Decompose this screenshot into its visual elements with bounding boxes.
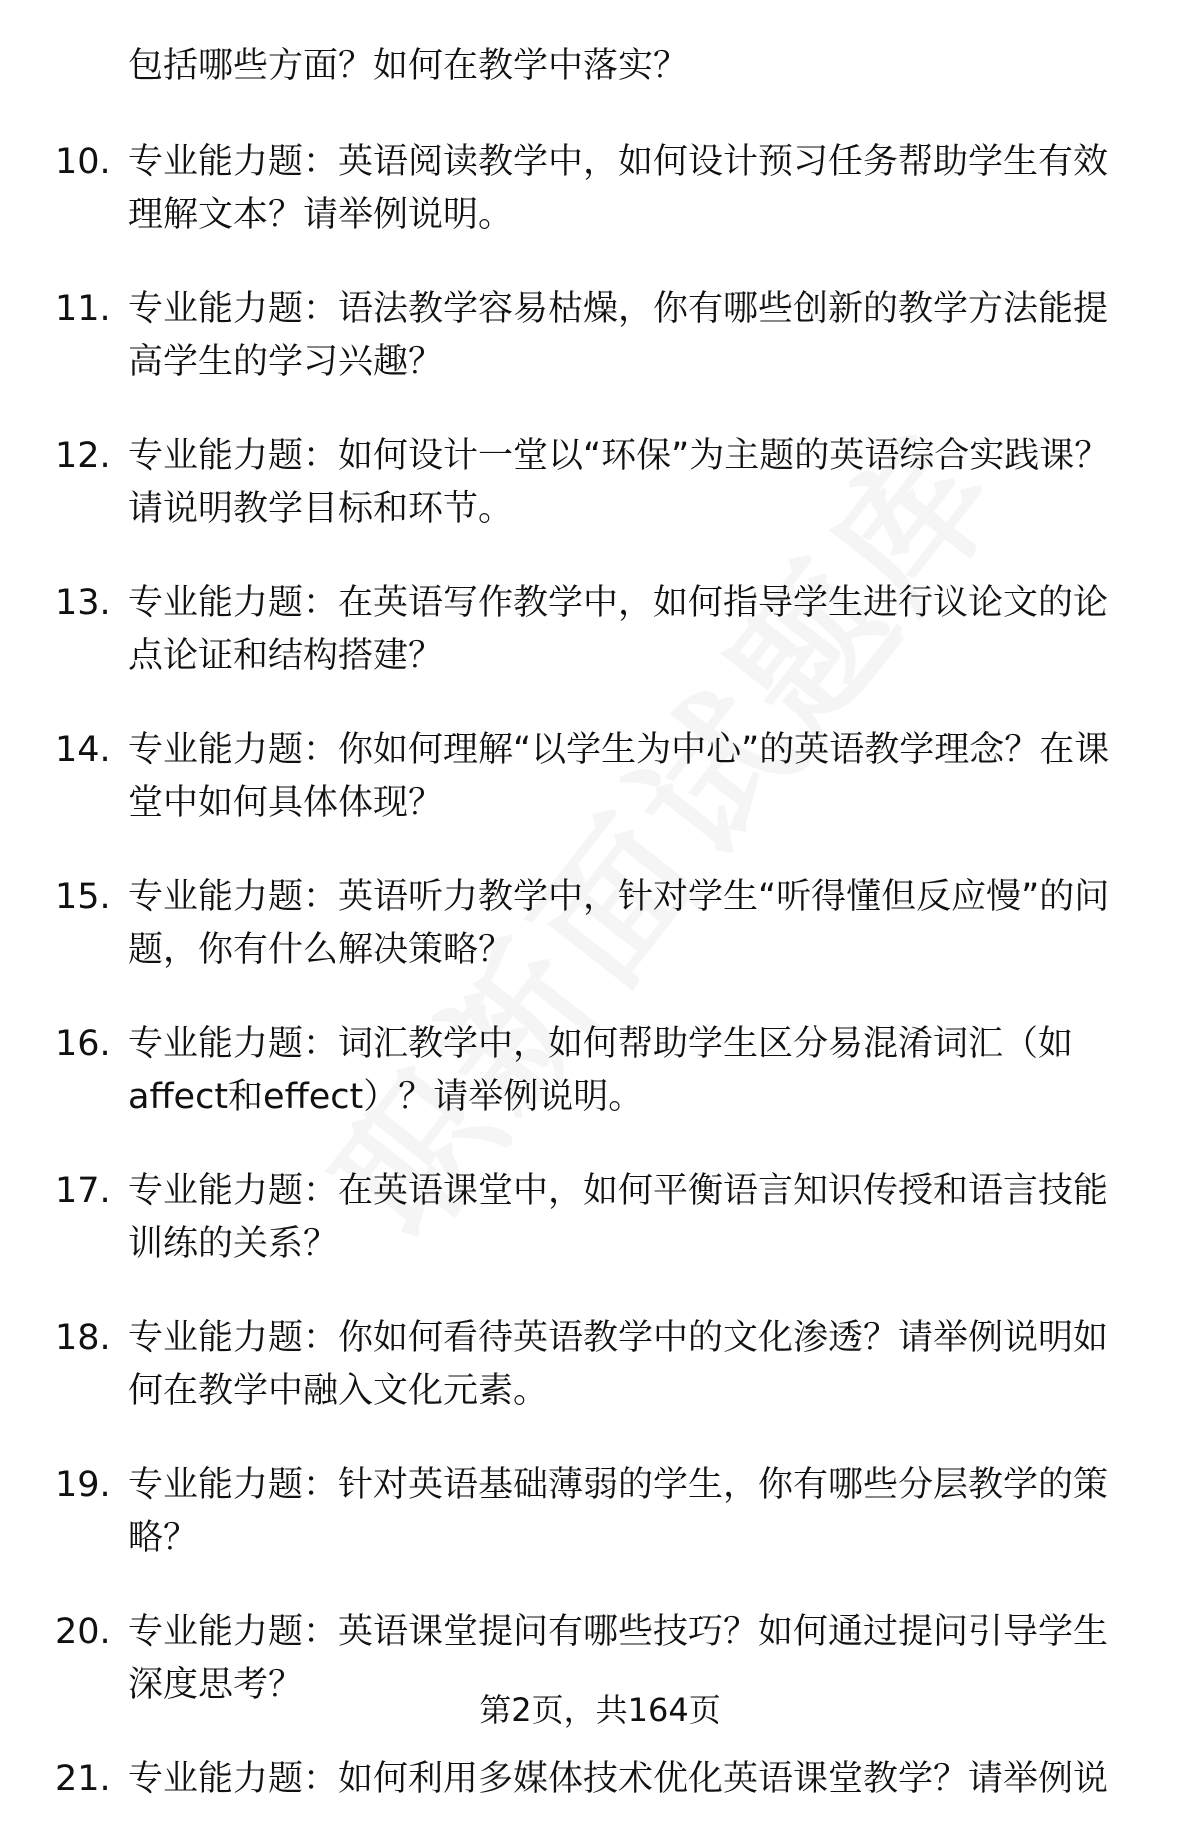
question-text: 专业能力题：如何利用多媒体技术优化英语课堂教学？请举例说 — [128, 1759, 1109, 1799]
question-text: 专业能力题：针对英语基础薄弱的学生，你有哪些分层教学的策略？ — [128, 1465, 1109, 1558]
question-item — [0, 430, 1200, 536]
question-text: 专业能力题：你如何看待英语教学中的文化渗透？请举例说明如何在教学中融入文化元素。 — [128, 1318, 1109, 1411]
question-text: 包括哪些方面？如何在教学中落实？ — [128, 46, 689, 86]
question-number: 17. — [55, 1171, 111, 1211]
question-text: 专业能力题：在英语课堂中，如何平衡语言知识传授和语言技能训练的关系？ — [128, 1171, 1109, 1264]
question-text: 专业能力题：词汇教学中，如何帮助学生区分易混淆词汇（如affect和effect）？请举例说明。 — [128, 1024, 1074, 1117]
question-number: 11. — [55, 289, 111, 329]
question-item — [0, 1312, 1200, 1418]
question-text: 专业能力题：如何设计一堂以“环保”为主题的英语综合实践课？请说明教学目标和环节。 — [128, 436, 1110, 529]
question-number: 12. — [55, 436, 111, 476]
page-footer: 第2页，共164页 — [479, 1691, 721, 1729]
question-number: 13. — [55, 583, 111, 623]
question-item — [0, 871, 1200, 977]
question-item — [0, 1165, 1200, 1271]
question-continuation — [0, 40, 1200, 93]
question-item — [0, 1018, 1200, 1124]
question-number: 20. — [55, 1612, 111, 1652]
question-text: 专业能力题：英语课堂提问有哪些技巧？如何通过提问引导学生深度思考？ — [128, 1612, 1109, 1705]
question-text: 专业能力题：语法教学容易枯燥，你有哪些创新的教学方法能提高学生的学习兴趣？ — [128, 289, 1109, 382]
question-item — [0, 724, 1200, 830]
question-item — [0, 283, 1200, 389]
question-item — [0, 1753, 1200, 1806]
question-number: 21. — [55, 1759, 111, 1799]
question-item — [0, 1459, 1200, 1565]
question-item — [0, 136, 1200, 242]
question-list — [0, 40, 1200, 1847]
question-number: 19. — [55, 1465, 111, 1505]
question-text: 专业能力题：在英语写作教学中，如何指导学生进行议论文的论点论证和结构搭建？ — [128, 583, 1109, 676]
question-number: 18. — [55, 1318, 111, 1358]
question-number: 16. — [55, 1024, 111, 1064]
question-text: 专业能力题：英语阅读教学中，如何设计预习任务帮助学生有效理解文本？请举例说明。 — [128, 142, 1109, 235]
question-number: 15. — [55, 877, 111, 917]
question-item — [0, 577, 1200, 683]
question-number: 14. — [55, 730, 111, 770]
question-text: 专业能力题：你如何理解“以学生为中心”的英语教学理念？在课堂中如何具体体现？ — [128, 730, 1110, 823]
question-text: 专业能力题：英语听力教学中，针对学生“听得懂但反应慢”的问题，你有什么解决策略？ — [128, 877, 1110, 970]
question-number: 10. — [55, 142, 111, 182]
